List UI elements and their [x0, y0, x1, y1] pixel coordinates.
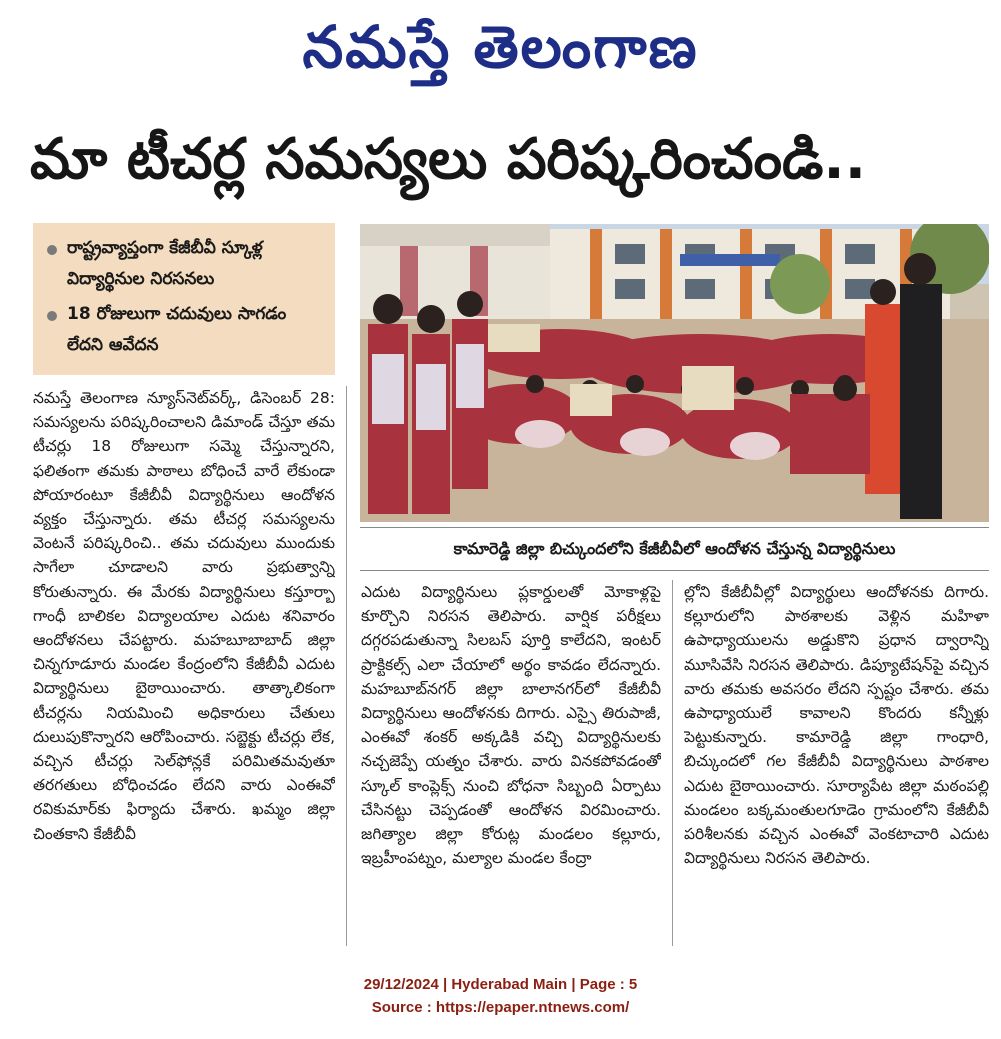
column-divider: [346, 386, 347, 946]
protest-photo: [360, 224, 989, 522]
edition-info: 29/12/2024 | Hyderabad Main | Page : 5: [363, 976, 638, 993]
highlights-box: [33, 223, 335, 375]
bullet-icon: [47, 245, 57, 255]
highlight-text: 18 రోజులుగా చదువులు సాగడం లేదని ఆవేదన: [67, 304, 287, 355]
article-column-2: ఎదుట విద్యార్థినులు ప్లకార్డులతో మోకాళ్లపై కూర్చొని నిరసన తెలిపారు. వార్షిక పరీక్షలు దగ్గరపడుతున్నా సిలబస్ పూర్తి కాలేదని, ఇంటర్ ప్రాక్టికల్స్ ఎలా చేయాలో అర్థం కావడం లేదన్నారు. మహబూబ్‌నగర్ జిల్లా బాలానగర్‌లో కేజీబీవీ విద్యార్థినులు ఆందోళనకు దిగారు. ఎస్సై తిరుపాజీ, ఎంఈవో శంకర్ అక్కడికి వచ్చి విద్యార్థినులకు నచ్చజెప్పే యత్నం చేశారు. వారు వినకపోవడంతో స్కూల్ కాంప్లెక్స్ నుంచి బోధనా సిబ్బంది ఏర్పాటు చేసినట్టు చెప్పడంతో ఆందోళన విరమించారు. జగిత్యాల జిల్లా కోరుట్ల మండలం కల్లూరు, ఇబ్రహీంపట్నం, మల్యాల మండల కేంద్రా: [361, 583, 661, 868]
article-headline: మా టీచర్ల సమస్యలు పరిష్కరించండి..: [30, 127, 866, 192]
highlight-item: [47, 299, 327, 361]
article-column-3: ల్లోని కేజీబీవీల్లో విద్యార్థులు ఆందోళనకు దిగారు. కల్లూరులోని పాఠశాలకు వెళ్లిన మహిళా ఉపాధ్యాయులను అడ్డుకొని ప్రధాన ద్వారాన్ని మూసివేసి నిరసన తెలిపారు. డిప్యూటేషన్‌పై వచ్చిన వారు తమకు అవసరం లేదని స్పష్టం చేశారు. తమ ఉపాధ్యాయులే కావాలని కొందరు కన్నీళ్లు పెట్టుకున్నారు. కామారెడ్డి జిల్లా గాంధారి, బిచ్కుందలో గల కేజీబీవీ విద్యార్థినులు పాఠశాల ఎదుట బైఠాయించారు. సూర్యాపేట జిల్లా మఠంపల్లి మండలం బక్కమంతులగూడెం గ్రామంలోని కేజీబీవీ పరిశీలనకు వచ్చిన ఎంఈవో వెంకటాచారి ఎదుట విద్యార్థినులు నిరసన తెలిపారు.: [684, 583, 989, 868]
column-divider: [672, 580, 673, 946]
bullet-icon: [47, 311, 57, 321]
protest-photo-illustration: [360, 224, 989, 522]
source-info: Source : https://epaper.ntnews.com/: [371, 999, 630, 1016]
highlight-text: రాష్ట్రవ్యాప్తంగా కేజీబీవీ స్కూళ్ల విద్యార్థినుల నిరసనలు: [67, 238, 263, 289]
highlight-item: [47, 233, 327, 295]
article-column-1: నమస్తే తెలంగాణ న్యూస్‌నెట్‌వర్క్, డిసెంబర్ 28: సమస్యలను పరిష్కరించాలని డిమాండ్ చేస్తూ తమ టీచర్లు 18 రోజులుగా సమ్మె చేస్తున్నారని, ఫలితంగా తమకు పాఠాలు బోధించే వారే లేకుండా పోయారంటూ కేజీబీవీ విద్యార్థినులు ఆందోళన వ్యక్తం చేస్తున్నారు. తమ టీచర్ల సమస్యలను వెంటనే పరిష్కరించి.. తమ చదువులు ముందుకు సాగేలా చూడాలని వారు ప్రభుత్వాన్ని కోరుతున్నారు. ఈ మేరకు విద్యార్థినులు కస్తూర్బా గాంధీ బాలికల విద్యాలయాల ఎదుట శనివారం ఆందోళనలు చేపట్టారు. మహబూబాబాద్ జిల్లా చిన్నగూడూరు మండల కేంద్రంలోని కేజీబీవీ ఎదుట విద్యార్థినులు బైఠాయించారు. తాత్కాలికంగా టీచర్లను నియమించి అధికారులు చేతులు దులుపుకొన్నారని ఆరోపించారు. సబ్జెక్టు టీచర్లు లేక, వచ్చిన టీచర్లు సెల్‌ఫోన్లకే పరిమితమవుతూ తరగతులు బోధించడం లేదని వారు ఎంఈవో రవికుమార్‌కు ఫిర్యాదు చేశారు. ఖమ్మం జిల్లా చింతకాని కేజీబీవీ: [33, 389, 335, 843]
photo-caption: కామారెడ్డి జిల్లా బిచ్కుందలోని కేజీబీవీలో ఆందోళన చేస్తున్న విద్యార్థినులు: [360, 527, 989, 571]
newspaper-logo: నమస్తే తెలంగాణ: [302, 13, 699, 81]
masthead: [0, 0, 1001, 92]
